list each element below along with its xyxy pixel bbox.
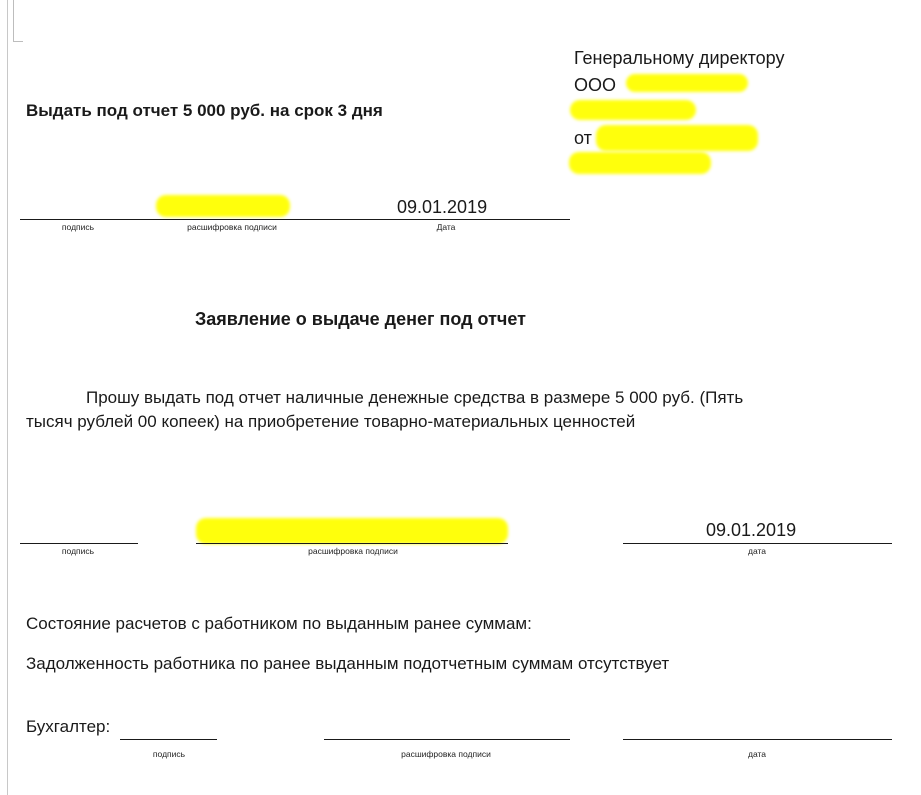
applicant-caption-decoding: расшифровка подписи (308, 546, 398, 556)
accountant-date-line (623, 739, 892, 740)
accountant-caption-signature: подпись (152, 749, 186, 759)
resolution-signature-line (20, 219, 570, 220)
addressee-title: Генеральному директору (574, 48, 785, 68)
resolution-date: 09.01.2019 (397, 197, 488, 217)
addressee-from-prefix: от (574, 128, 592, 148)
document-title: Заявление о выдаче денег под отчет (195, 309, 526, 329)
accountant-signature-line (120, 739, 217, 740)
applicant-date-line (623, 543, 892, 544)
resolution-caption-decoding: расшифровка подписи (187, 222, 277, 232)
accountant-decoding-line (324, 739, 570, 740)
applicant-date: 09.01.2019 (706, 520, 797, 540)
settlement-status: Задолженность работника по ранее выданным подотчетным суммам отсутствует (26, 654, 670, 673)
applicant-signature-line (20, 543, 138, 544)
applicant-caption-date: дата (747, 546, 767, 556)
page-edge (7, 0, 8, 795)
redaction-applicant-name (196, 518, 508, 544)
redaction-employee-name (569, 152, 711, 174)
resolution-text: Выдать под отчет 5 000 руб. на срок 3 дня (26, 101, 383, 120)
applicant-caption-signature: подпись (61, 546, 95, 556)
applicant-decoding-line (196, 543, 508, 544)
resolution-caption-date: Дата (436, 222, 456, 232)
settlement-heading: Состояние расчетов с работником по выданным ранее суммам: (26, 614, 532, 633)
resolution-caption-signature: подпись (61, 222, 95, 232)
page-corner-mark (13, 0, 23, 42)
accountant-caption-decoding: расшифровка подписи (401, 749, 491, 759)
redaction-employee-position (596, 125, 758, 151)
redaction-resolution-signer (156, 195, 290, 217)
redaction-org-name (626, 74, 748, 92)
accountant-caption-date: дата (747, 749, 767, 759)
accountant-label: Бухгалтер: (26, 717, 111, 736)
body-line-1: Прошу выдать под отчет наличные денежные средства в размере 5 000 руб. (Пять (86, 388, 744, 407)
redaction-director-name (570, 100, 696, 120)
body-line-2: тысяч рублей 00 копеек) на приобретение товарно-материальных ценностей (26, 412, 636, 431)
addressee-org-prefix: ООО (574, 75, 617, 95)
